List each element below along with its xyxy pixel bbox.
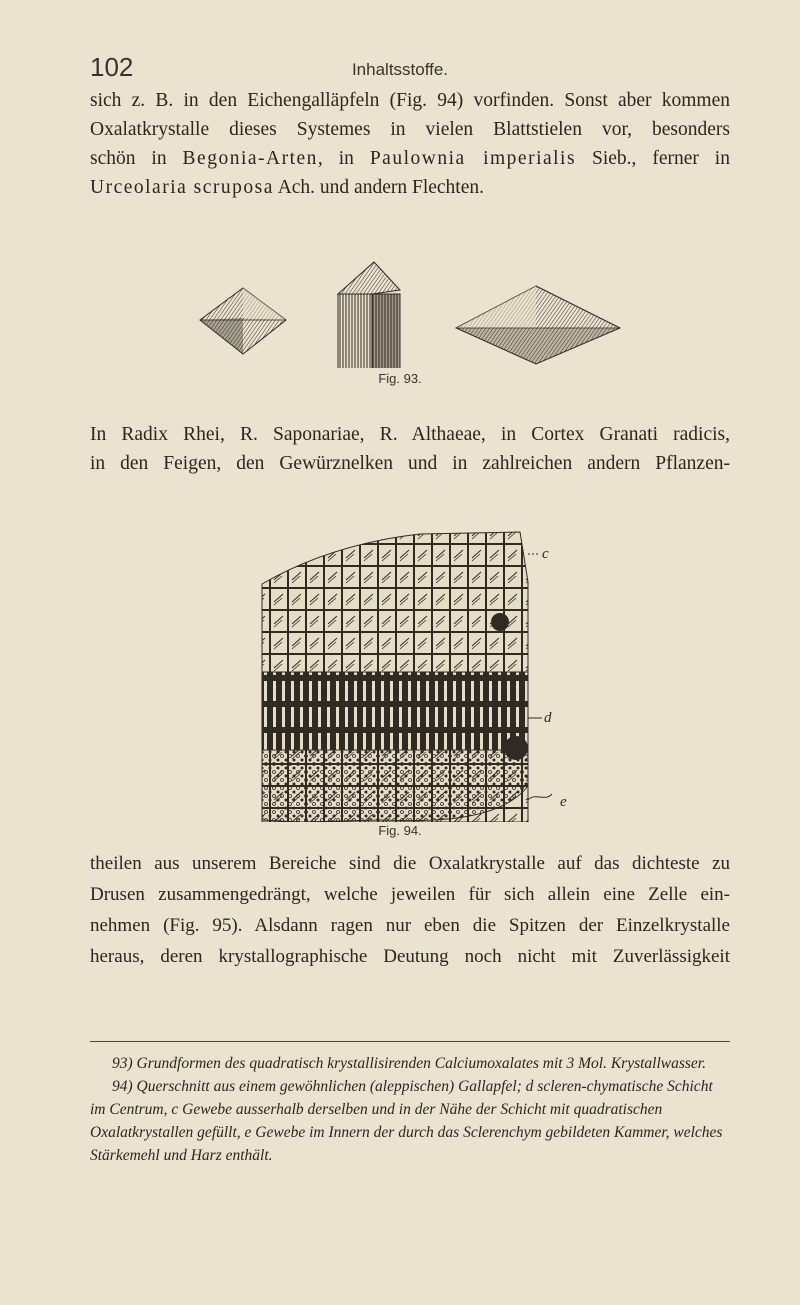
- paragraph-1: [90, 86, 730, 202]
- species-name: Urceolaria scruposa: [90, 177, 274, 198]
- figure-93-caption: Fig. 93.: [378, 371, 422, 386]
- flat-octahedron-crystal: [456, 286, 620, 364]
- footnote-93: 93) Grundformen des quadratisch krystallisirenden Calciumoxalates mit 3 Mol. Krystallwasser.: [112, 1055, 706, 1072]
- paragraph-line: theilen aus unserem Bereiche sind die Oxalatkrystalle auf das dichteste zu: [90, 853, 730, 874]
- species-name: Paulownia imperialis: [369, 148, 577, 169]
- footnote-divider: [90, 1041, 730, 1042]
- label-d: d: [544, 710, 552, 726]
- running-head: Inhaltsstoffe.: [351, 60, 449, 79]
- paragraph-2: [90, 420, 730, 478]
- paragraph-line: In Radix Rhei, R. Saponariae, R. Althaeae, in Cortex Granati radicis,: [90, 424, 730, 445]
- genus-name: Begonia-Arten: [182, 148, 318, 169]
- footnotes: [90, 1052, 730, 1167]
- octahedron-crystal: [200, 288, 286, 354]
- footnote-94: 94) Querschnitt aus einem gewöhnlichen (aleppischen) Gallapfel; d scleren-chymatische Schicht im Centrum, c Gewebe ausserhalb derselben und in der Nähe der Schicht mit quadratischen Oxalatkrystallen gefüllt, e Gewebe im Innern der durch das Sclerenchym gebildeten Kammer, welches Stärkemehl und Harz enthält.: [90, 1078, 723, 1164]
- paragraph-line: heraus, deren krystallographische Deutung noch nicht mit Zuverlässigkeit: [90, 946, 730, 967]
- label-e: e: [560, 794, 567, 810]
- figure-94-gall-section: [0, 522, 800, 822]
- paragraph-line: sich z. B. in den Eichengalläpfeln (Fig. 94) vorfinden. Sonst aber kommen: [90, 90, 730, 111]
- paragraph-line: Oxalatkrystalle dieses Systemes in vielen Blattstielen vor, besonders: [90, 119, 730, 140]
- paragraph-3: [90, 848, 730, 972]
- paragraph-line: nehmen (Fig. 95). Alsdann ragen nur eben die Spitzen der Einzelkrystalle: [90, 915, 730, 936]
- prism-crystal: [338, 262, 400, 368]
- label-c: c: [542, 546, 549, 562]
- paragraph-line: Drusen zusammengedrängt, welche jeweilen für sich allein eine Zelle ein-: [90, 884, 730, 905]
- paragraph-line: in den Feigen, den Gewürznelken und in zahlreichen andern Pflanzen-: [90, 453, 730, 474]
- figure-94-caption: Fig. 94.: [378, 823, 422, 838]
- figure-93-crystals: [0, 258, 800, 368]
- paragraph-line: schön in Begonia-Arten, in Paulownia imperialis Sieb., ferner in: [90, 148, 730, 169]
- paragraph-line: Urceolaria scruposa Ach. und andern Flechten.: [90, 177, 485, 198]
- page-number: 102: [90, 52, 134, 82]
